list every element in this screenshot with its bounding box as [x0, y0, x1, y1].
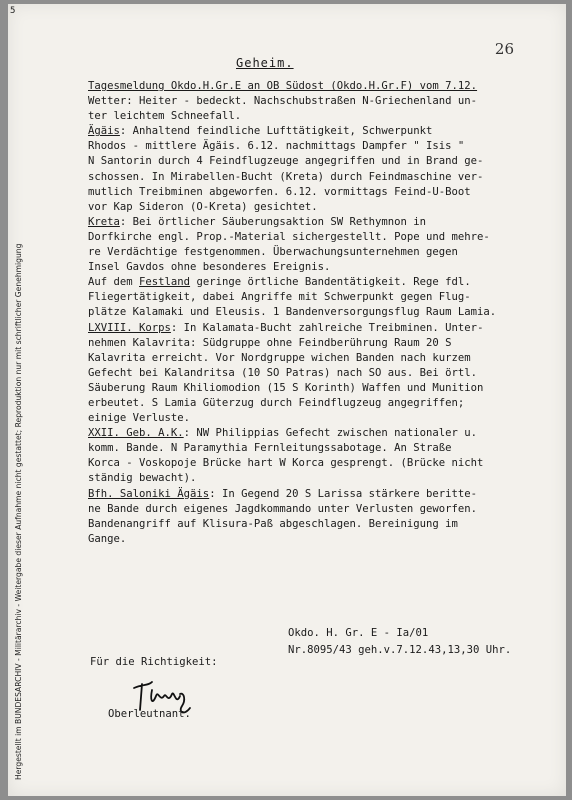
report-line: [88, 426, 496, 441]
report-line: [88, 124, 496, 139]
line-text: : In Kalamata-Bucht zahlreiche Treibminen. Unter-: [170, 321, 484, 334]
line-text: Insel Gavdos ohne besonderes Ereignis.: [88, 261, 331, 274]
report-line: [88, 517, 496, 532]
report-line: [88, 260, 496, 275]
section-label: Tagesmeldung Okdo.H.Gr.E an OB Südost (Okdo.H.Gr.F) vom 7.12.: [88, 80, 478, 92]
report-line: [88, 441, 496, 456]
report-line: [88, 321, 496, 336]
report-line: [88, 351, 496, 366]
report-line: [88, 139, 496, 154]
section-label: Ägäis: [88, 125, 120, 138]
line-text: : NW Philippias Gefecht zwischen nationaler u.: [183, 427, 478, 440]
report-line: [88, 502, 496, 517]
line-text: N Santorin durch 4 Feindflugzeuge angegriffen und in Brand ge-: [88, 155, 484, 168]
signatory-rank: Oberleutnant.: [108, 708, 191, 720]
section-label: Kreta: [88, 215, 120, 228]
line-text: ne Bande durch eigenes Jagdkommando unter Verlusten geworfen.: [88, 502, 478, 515]
report-line: [88, 290, 496, 305]
line-text: re Verdächtige festgenommen. Überwachungsunternehmen gegen: [88, 246, 458, 259]
line-text: Korca - Voskopoje Brücke hart W Korca gesprengt. (Brücke nicht: [88, 457, 484, 470]
line-text: erbeutet. S Lamia Güterzug durch Feindflugzeug angegriffen;: [88, 396, 465, 409]
office-reference-line2: Nr.8095/43 geh.v.7.12.43,13,30 Uhr.: [288, 644, 512, 656]
line-text: : Bei örtlicher Säuberungsaktion SW Rethymnon in: [119, 215, 427, 228]
line-text: schossen. In Mirabellen-Bucht (Kreta) durch Feindmaschine ver-: [88, 170, 484, 183]
line-text: Rhodos - mittlere Ägäis. 6.12. nachmittags Dampfer " Isis ": [88, 140, 465, 153]
report-line: [88, 215, 496, 230]
line-text: Gefecht bei Kalandritsa (10 SO Patras) nach SO aus. Bei örtl.: [88, 366, 478, 379]
line-text: Kalavrita erreicht. Vor Nordgruppe wichen Banden nach kurzem: [88, 351, 471, 364]
document-heading: Geheim.: [236, 56, 294, 70]
line-text: einige Verluste.: [88, 412, 191, 425]
line-text: geringe örtliche Bandentätigkeit. Rege fdl.: [190, 276, 471, 289]
report-line: [88, 109, 496, 124]
line-text: Fliegertätigkeit, dabei Angriffe mit Schwerpunkt gegen Flug-: [88, 291, 471, 304]
line-text: plätze Kalamaki und Eleusis. 1 Bandenversorgungsflug Raum Lamia.: [88, 306, 497, 319]
report-line: [88, 94, 496, 109]
line-text: ständig bewacht).: [88, 472, 197, 485]
line-prefix: Auf dem: [88, 276, 140, 289]
document-page: [8, 4, 566, 796]
report-line: [88, 381, 496, 396]
report-line: [88, 456, 496, 471]
report-line: [88, 366, 496, 381]
line-text: vor Kap Sideron (O-Kreta) gesichtet.: [88, 200, 318, 213]
line-text: mutlich Treibminen abgeworfen. 6.12. vormittags Feind-U-Boot: [88, 185, 471, 198]
certification-label: Für die Richtigkeit:: [90, 656, 218, 668]
report-line: [88, 79, 496, 94]
report-line: [88, 471, 496, 486]
line-text: : In Gegend 20 S Larissa stärkere beritte-: [209, 487, 478, 500]
line-text: Wetter: Heiter - bedeckt. Nachschubstraßen N-Griechenland un-: [88, 95, 478, 108]
line-text: nehmen Kalavrita: Südgruppe ohne Feindberührung Raum 20 S: [88, 336, 452, 349]
line-text: Bandenangriff auf Klisura-Paß abgeschlagen. Bereinigung im: [88, 517, 458, 530]
line-text: komm. Bande. N Paramythia Fernleitungssabotage. An Straße: [88, 442, 452, 455]
section-label: XXII. Geb. A.K.: [88, 427, 184, 440]
report-line: [88, 487, 496, 502]
line-text: Dorfkirche engl. Prop.-Material sichergestellt. Pope und mehre-: [88, 230, 490, 243]
corner-mark: 5: [10, 6, 16, 16]
report-line: [88, 200, 496, 215]
report-line: [88, 532, 496, 547]
report-line: [88, 185, 496, 200]
line-text: Gange.: [88, 532, 127, 545]
report-line: [88, 411, 496, 426]
report-line: [88, 336, 496, 351]
report-line: [88, 305, 496, 320]
report-line: [88, 245, 496, 260]
report-line: [88, 170, 496, 185]
report-line: [88, 230, 496, 245]
office-reference: [288, 625, 511, 659]
line-text: ter leichtem Schneefall.: [88, 110, 242, 123]
line-text: Säuberung Raum Khiliomodion (15 S Korinth) Waffen und Munition: [88, 381, 484, 394]
report-line: [88, 275, 496, 290]
section-label: Bfh. Saloniki Ägäis: [88, 487, 210, 500]
report-line: [88, 154, 496, 169]
page-number: 26: [494, 40, 514, 58]
section-label: LXVIII. Korps: [88, 321, 171, 334]
office-reference-line1: Okdo. H. Gr. E - Ia/01: [288, 627, 429, 639]
line-text: : Anhaltend feindliche Lufttätigkeit, Schwerpunkt: [119, 125, 433, 138]
report-line: [88, 396, 496, 411]
section-label: Festland: [139, 276, 191, 289]
report-body: [88, 79, 496, 547]
archive-notice: Hergestellt im BUNDESARCHIV - Militärarchiv - Weitergabe dieser Aufnahme nicht gestattet; Reproduktion nur mit schriftlicher Genehmigung: [14, 243, 23, 780]
